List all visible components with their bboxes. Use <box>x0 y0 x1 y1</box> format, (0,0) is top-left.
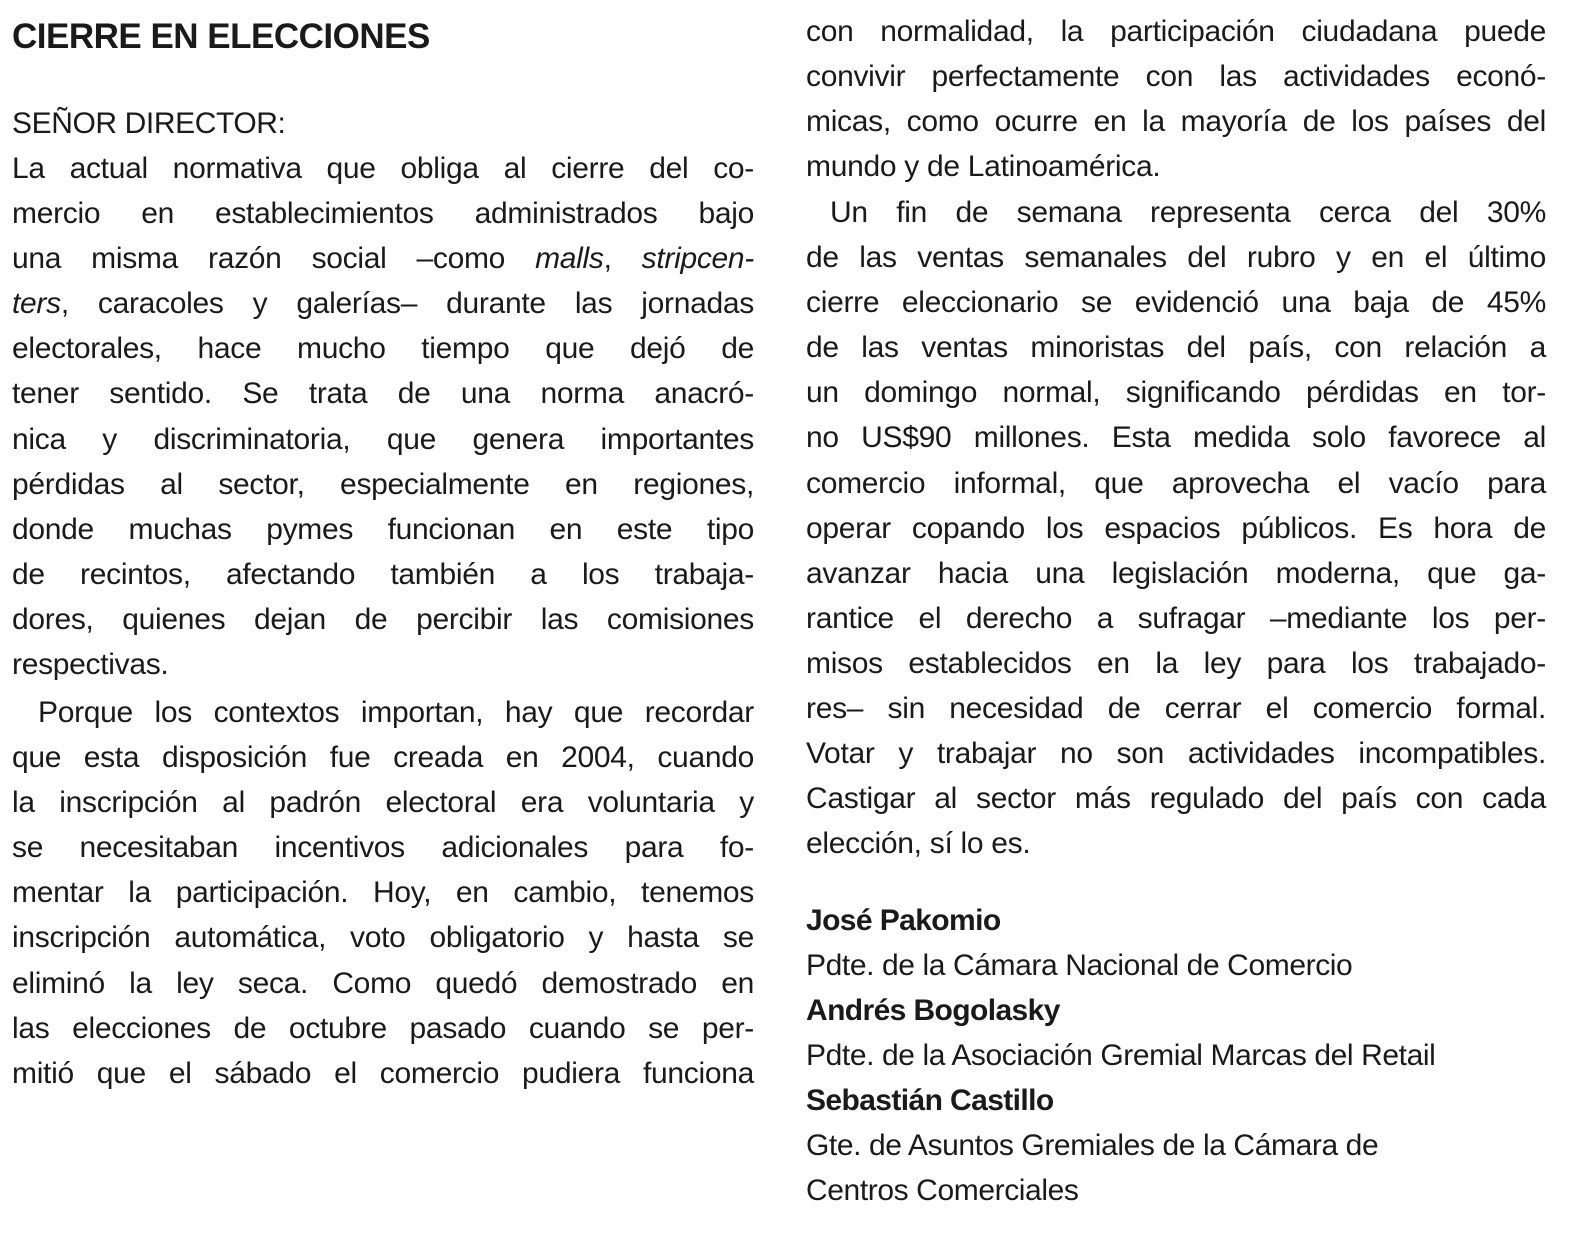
signatory-role: Pdte. de la Cámara Nacional de Comercio <box>806 949 1353 982</box>
paragraph-1 <box>12 146 754 687</box>
text-line: respectivas. <box>12 648 169 682</box>
text-line: Un fin de semana representa cerca del 30% <box>830 196 1546 229</box>
italic-term-stripcenters-end: ters <box>12 287 61 321</box>
text-line: tener sentido. Se trata de una norma anacró- <box>12 377 754 411</box>
text-line: de las ventas semanales del rubro y en el último <box>806 241 1546 275</box>
text-line: mitió que el sábado el comercio pudiera funciona <box>12 1056 754 1090</box>
text-line: mercio en establecimientos administrados bajo <box>12 197 754 231</box>
text-line: comercio informal, que aprovecha el vacío para <box>806 466 1546 500</box>
signatory-name: Sebastián Castillo <box>806 1084 1054 1117</box>
text-line: cierre eleccionario se evidenció una baja de 45% <box>806 286 1546 320</box>
signatory-role: Centros Comerciales <box>806 1174 1079 1207</box>
paragraph-3 <box>806 190 1546 866</box>
text-line: avanzar hacia una legislación moderna, que ga- <box>806 556 1546 590</box>
text-line: inscripción automática, voto obligatorio y hasta se <box>12 921 754 955</box>
letter-title: CIERRE EN ELECCIONES <box>12 17 430 56</box>
signatory-name: Andrés Bogolasky <box>806 994 1060 1027</box>
text-line: rantice el derecho a sufragar –mediante los per- <box>806 601 1546 635</box>
paragraph-2 <box>12 690 754 1096</box>
text-line: electorales, hace mucho tiempo que dejó de <box>12 332 754 366</box>
text-line: la inscripción al padrón electoral era voluntaria y <box>12 786 754 820</box>
text-fragment: una misma razón social –como <box>12 242 536 276</box>
text-fragment: , <box>603 242 642 276</box>
text-line: donde muchas pymes funcionan en este tipo <box>12 512 754 546</box>
signatory-role: Gte. de Asuntos Gremiales de la Cámara de <box>806 1129 1379 1162</box>
text-line: elección, sí lo es. <box>806 827 1031 861</box>
text-line: misos establecidos en la ley para los trabajado- <box>806 646 1546 680</box>
text-line: La actual normativa que obliga al cierre del co- <box>12 152 754 185</box>
italic-term-stripcenters: stripcen- <box>641 242 754 276</box>
text-line: operar copando los espacios públicos. Es hora de <box>806 511 1546 545</box>
text-line: de las ventas minoristas del país, con relación a <box>806 331 1546 365</box>
text-line: Porque los contextos importan, hay que recordar <box>38 696 754 729</box>
text-line: no US$90 millones. Esta medida solo favorece al <box>806 421 1546 455</box>
text-line: mundo y de Latinoamérica. <box>806 150 1161 184</box>
signatory-role: Pdte. de la Asociación Gremial Marcas del Retail <box>806 1039 1436 1072</box>
signature-block <box>806 898 1546 1213</box>
text-line: Votar y trabajar no son actividades incompatibles. <box>806 737 1546 771</box>
text-line: las elecciones de octubre pasado cuando se per- <box>12 1011 754 1045</box>
text-line-mixed <box>12 281 754 326</box>
text-line: se necesitaban incentivos adicionales para fo- <box>12 831 754 865</box>
text-line: con normalidad, la participación ciudadana puede <box>806 15 1546 48</box>
text-line: micas, como ocurre en la mayoría de los países del <box>806 105 1546 139</box>
text-line: dores, quienes dejan de percibir las comisiones <box>12 602 754 636</box>
text-line: de recintos, afectando también a los trabaja- <box>12 557 754 591</box>
text-fragment: , caracoles y galerías– durante las jornadas <box>60 287 754 321</box>
text-line: Castigar al sector más regulado del país con cada <box>806 782 1546 816</box>
text-line: nica y discriminatoria, que genera importantes <box>12 422 754 456</box>
text-line: pérdidas al sector, especialmente en regiones, <box>12 467 754 501</box>
signatory-name: José Pakomio <box>806 904 1001 937</box>
text-line: convivir perfectamente con las actividades econó- <box>806 60 1546 94</box>
paragraph-2-continued <box>806 9 1546 189</box>
text-line-mixed <box>12 236 754 281</box>
salutation: SEÑOR DIRECTOR: <box>12 107 286 140</box>
italic-term-malls: malls <box>535 242 604 276</box>
text-line: res– sin necesidad de cerrar el comercio formal. <box>806 692 1546 726</box>
text-line: eliminó la ley seca. Como quedó demostrado en <box>12 966 754 1000</box>
text-line: mentar la participación. Hoy, en cambio, tenemos <box>12 876 754 910</box>
text-line: que esta disposición fue creada en 2004, cuando <box>12 741 754 775</box>
text-line: un domingo normal, significando pérdidas en tor- <box>806 376 1546 410</box>
